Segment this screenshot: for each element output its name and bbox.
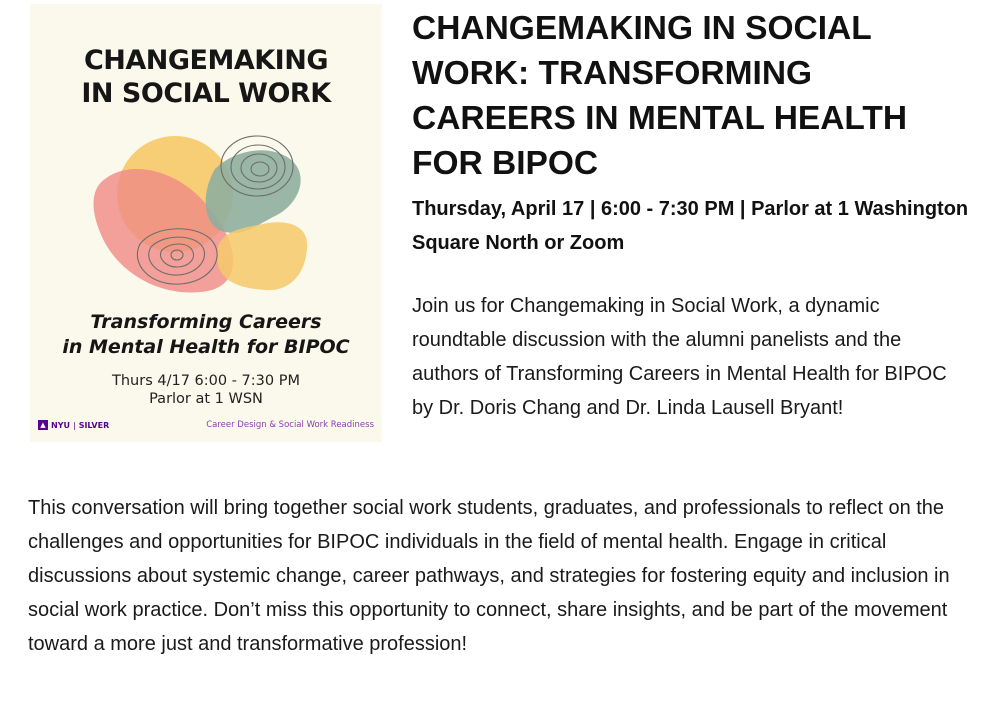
event-intro-paragraph: Join us for Changemaking in Social Work, a dynamic roundtable discussion with the alumni panelists and the authors of Transforming Careers in Mental Health for BIPOC by Dr. Doris Chang and Dr. Linda Lausell Bryant! (412, 295, 947, 419)
poster-department: Career Design & Social Work Readiness (206, 420, 374, 430)
nyu-silver-logo (38, 420, 109, 430)
logo-separator: | (72, 420, 76, 430)
event-description-paragraph: This conversation will bring together social work students, graduates, and professionals to reflect on the challenges and opportunities for BIPOC individuals in the field of mental health. Engage in critical discussions about systemic change, career pathways, and strategies for fostering equity and inclusion in social work practice. Don’t miss this opportunity to connect, share insights, and be part of the movement toward a more just and transformative profession! (28, 497, 950, 655)
poster-subtitle-line-1: Transforming Careers (90, 311, 322, 333)
poster-location: Parlor at 1 WSN (149, 391, 263, 407)
poster-title (30, 44, 382, 110)
poster-title-line-2: IN SOCIAL WORK (81, 78, 331, 109)
poster-title-line-1: CHANGEMAKING (83, 45, 328, 76)
logo-school-text: SILVER (78, 420, 110, 430)
event-date-location: Thursday, April 17 | 6:00 - 7:30 PM | Parlor at 1 Washington Square North or Zoom (412, 198, 969, 254)
poster-date-time: Thurs 4/17 6:00 - 7:30 PM (112, 373, 300, 389)
event-title: CHANGEMAKING IN SOCIAL WORK: TRANSFORMING CAREERS IN MENTAL HEALTH FOR BIPOC (412, 10, 908, 182)
event-poster-image (30, 4, 382, 442)
nyu-torch-icon: ▲ (38, 420, 48, 430)
poster-subtitle (30, 310, 382, 360)
poster-when-where (30, 372, 382, 408)
logo-nyu-text: NYU (51, 420, 70, 430)
poster-subtitle-line-2: in Mental Health for BIPOC (62, 336, 350, 358)
abstract-blob-artwork (85, 124, 315, 304)
